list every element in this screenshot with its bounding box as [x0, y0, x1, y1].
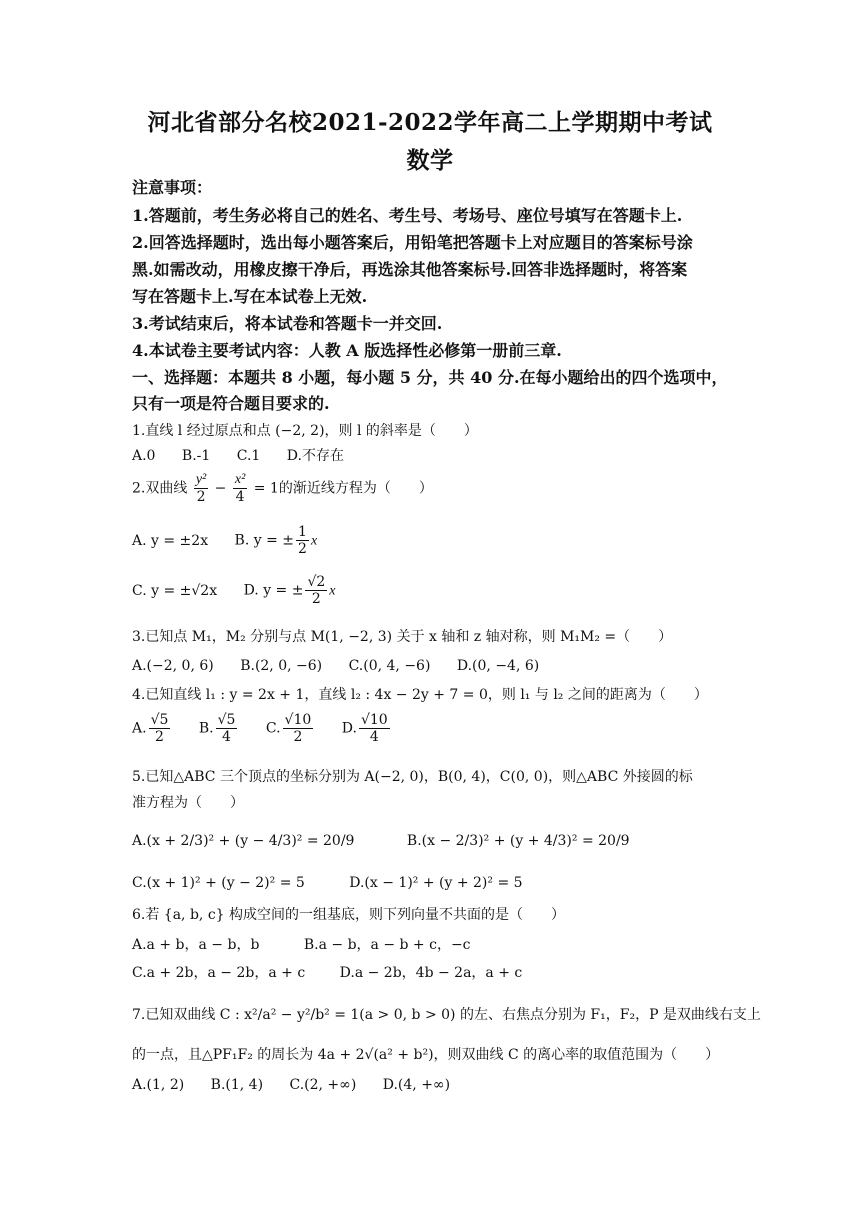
option-a: A.(1, 2) [132, 1077, 185, 1093]
option-d: D. $\frac{√10}{4}$ [341, 712, 388, 745]
fraction: $\frac{\text{x²}}{4}$ [234, 472, 246, 505]
option-b: B.-1 [181, 448, 211, 464]
question-1-options [132, 445, 366, 467]
question-7-options [132, 1074, 472, 1096]
fraction: $\frac{1}{2}$ [298, 524, 307, 557]
option-c: C.(0, 4, −6) [348, 658, 431, 674]
option-d: D.(4, +∞) [382, 1077, 451, 1093]
option-d: D.a − 2b，4b − 2a，a + c [339, 965, 523, 981]
question-2-options-ab [132, 524, 339, 557]
fraction: $\frac{\text{y²}}{2}$ [195, 472, 207, 505]
section-heading: 一、选择题：本题共 8 小题，每小题 5 分，共 40 分.在每小题给出的四个选项中， [132, 368, 728, 387]
option-a: A.(−2, 0, 6) [132, 658, 214, 674]
question-3-stem: 3.已知点 M₁，M₂ 分别与点 M(1, −2, 3) 关于 x 轴和 z 轴对称，则 M₁M₂ =（ ） [132, 629, 673, 645]
question-3-options [132, 655, 561, 677]
option-c: C.a + 2b，a − 2b，a + c [132, 965, 306, 981]
question-5-options-ab [132, 830, 652, 852]
option-b: B.(1, 4) [210, 1077, 264, 1093]
option-c: C.1 [236, 448, 261, 464]
option-d: D.不存在 [286, 448, 344, 464]
notice-item: 2.回答选择题时，选出每小题答案后，用铅笔把答题卡上对应题目的答案标号涂 [132, 233, 693, 252]
question-4-stem: 4.已知直线 l₁ : y = 2x + 1，直线 l₂ : 4x − 2y + 7 = 0，则 l₁ 与 l₂ 之间的距离为（ ） [132, 687, 708, 703]
question-2-stem: 2.双曲线 $\frac{\text{y²}}{2}$ − $\frac{\text{x²}}{4}$ = 1的渐近线方程为（ ） [132, 472, 433, 505]
option-d: D.(x − 1)² + (y + 2)² = 5 [349, 875, 523, 891]
notice-item: 1.答题前，考生务必将自己的姓名、考生号、考场号、座位号填写在答题卡上. [132, 206, 683, 225]
question-6-options-cd [132, 962, 544, 984]
question-7-stem-cont: 的一点，且△PF₁F₂ 的周长为 4a + 2√(a² + b²)，则双曲线 C 的离心率的取值范围为（ ） [132, 1047, 720, 1063]
option-a: A. $\frac{√5}{2}$ [132, 712, 169, 745]
option-b: B.a − b，a − b + c，−c [303, 937, 471, 953]
question-5-options-cd [132, 872, 545, 894]
question-2-options-cd [132, 574, 358, 607]
question-5-stem: 5.已知△ABC 三个顶点的坐标分别为 A(−2, 0)，B(0, 4)，C(0, 0)，则△ABC 外接圆的标 [132, 769, 693, 785]
option-a: A.(x + 2/3)² + (y − 4/3)² = 20/9 [132, 833, 355, 849]
option-d: D.(0, −4, 6) [456, 658, 540, 674]
notice-item: 3.考试结束后，将本试卷和答题卡一并交回. [132, 314, 443, 333]
option-b: B. y = ± $\frac{1}{2}$ x [234, 524, 318, 557]
section-heading-cont: 只有一项是符合题目要求的. [132, 394, 330, 413]
question-5-stem-cont: 准方程为（ ） [132, 795, 244, 811]
option-c: C.(x + 1)² + (y − 2)² = 5 [132, 875, 305, 891]
question-1-stem: 1.直线 l 经过原点和点 (−2, 2)，则 l 的斜率是（ ） [132, 423, 478, 439]
notice-item: 4.本试卷主要考试内容：人教 A 版选择性必修第一册前三章. [132, 341, 562, 360]
exam-title: 河北省部分名校2021-2022学年高二上学期期中考试 [147, 109, 713, 136]
option-b: B. $\frac{√5}{4}$ [198, 712, 236, 745]
option-b: B.(2, 0, −6) [240, 658, 323, 674]
option-a: A.0 [132, 448, 156, 464]
question-4-options [132, 712, 414, 745]
question-6-stem: 6.若 {a, b, c} 构成空间的一组基底，则下列向量不共面的是（ ） [132, 907, 566, 923]
notice-item: 黑.如需改动，用橡皮擦干净后，再选涂其他答案标号.回答非选择题时，将答案 [132, 260, 688, 279]
question-7-stem: 7.已知双曲线 C : x²/a² − y²/b² = 1(a > 0, b > 0) 的左、右焦点分别为 F₁，F₂，P 是双曲线右支上 [132, 1007, 761, 1023]
option-c: C.(2, +∞) [289, 1077, 357, 1093]
option-c: C. $\frac{√10}{2}$ [265, 712, 312, 745]
question-6-options-ab [132, 934, 493, 956]
notice-item: 写在答题卡上.写在本试卷上无效. [132, 287, 368, 306]
exam-subject: 数学 [406, 147, 454, 174]
option-d: D. y = ± $\frac{√2}{2}$ x [243, 574, 336, 607]
fraction: $\frac{√2}{2}$ [307, 574, 326, 607]
option-c: C. y = ±√2x [132, 582, 218, 599]
option-a: A. y = ±2x [132, 532, 209, 549]
option-a: A.a + b，a − b，b [132, 937, 260, 953]
notice-heading: 注意事项： [132, 178, 213, 197]
option-b: B.(x − 2/3)² + (y + 4/3)² = 20/9 [406, 833, 630, 849]
